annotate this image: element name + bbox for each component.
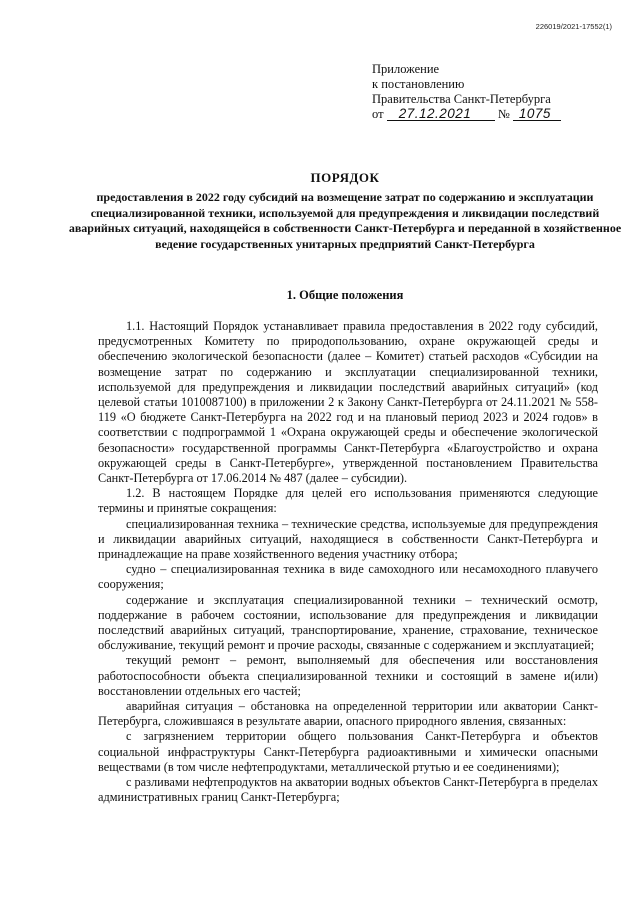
document-id: 226019/2021-17552(1) xyxy=(535,22,612,31)
title-main: ПОРЯДОК xyxy=(310,170,380,185)
paragraph: с загрязнением территории общего пользования Санкт-Петербурга и объектов социальной инфраструктуры Санкт-Петербурга радиоактивными и химически опасными веществами (в том числе нефтепродуктами, металлической ртутью и ее соединениями); xyxy=(98,729,598,774)
number-prefix: № xyxy=(497,107,510,121)
date-prefix: от xyxy=(372,107,384,121)
paragraph: 1.2. В настоящем Порядке для целей его использования применяются следующие термины и принятые сокращения: xyxy=(98,486,598,516)
handwritten-date: 27.12.2021 xyxy=(387,107,495,121)
title-subtitle: предоставления в 2022 году субсидий на возмещение затрат по содержанию и эксплуатации специализированной техники, используемой для предупреждения и ликвидации последствий аварийных ситуаций, находящейся в собственности Санкт-Петербурга и переданной в хозяйственное ведение государственных унитарных предприятий Санкт-Петербурга xyxy=(68,190,622,251)
annex-block xyxy=(372,62,561,122)
section-heading: 1. Общие положения xyxy=(286,288,404,302)
annex-line-2: к постановлению xyxy=(372,77,465,91)
handwritten-number: 1075 xyxy=(513,107,561,121)
paragraph: текущий ремонт – ремонт, выполняемый для обеспечения или восстановления работоспособности объекта специализированной техники и состоящий в замене и(или) восстановлении отдельных его частей; xyxy=(98,653,598,698)
document-body xyxy=(98,319,598,806)
paragraph: содержание и эксплуатация специализированной техники – технический осмотр, поддержание в рабочем состоянии, использование для предупреждения и ликвидации последствий аварийных ситуаций, транспортирование, хранение, страхование, техническое обслуживание, текущий ремонт и прочие расходы, связанные с содержанием и эксплуатацией; xyxy=(98,592,598,653)
annex-line-3: Правительства Санкт-Петербурга xyxy=(372,92,551,106)
paragraph: судно – специализированная техника в виде самоходного или несамоходного плавучего сооружения; xyxy=(98,562,598,592)
annex-line-1: Приложение xyxy=(372,62,440,76)
paragraph: с разливами нефтепродуктов на акватории водных объектов Санкт-Петербурга в пределах административных границ Санкт-Петербурга; xyxy=(98,775,598,805)
paragraph: специализированная техника – технические средства, используемые для предупреждения и ликвидации аварийных ситуаций, находящиеся в собственности Санкт-Петербурга и принадлежащие на праве хозяйственного ведения участнику отбора; xyxy=(98,516,598,562)
document-title xyxy=(60,170,630,252)
paragraph: 1.1. Настоящий Порядок устанавливает правила предоставления в 2022 году субсидий, предусмотренных Комитету по природопользованию, охране окружающей среды и обеспечению экологической безопасности (далее – Комитет) статьей расходов «Субсидии на возмещение затрат по содержанию и эксплуатации специализированной техники, используемой для предупреждения и ликвидации последствий аварийных ситуаций» (код целевой статьи 1010087100) в приложении 2 к Закону Санкт-Петербурга от 24.11.2021 № 558-119 «О бюджете Санкт-Петербурга на 2022 год и на плановый период 2023 и 2024 годов» в соответствии с подпрограммой 1 «Охрана окружающей среды и обеспечение экологической безопасности» государственной программы Санкт-Петербурга «Благоустройство и охрана окружающей среды в Санкт-Петербурге», утвержденной постановлением Правительства Санкт-Петербурга от 17.06.2014 № 487 (далее – субсидии). xyxy=(98,319,598,486)
paragraph: аварийная ситуация – обстановка на определенной территории или акватории Санкт-Петербурга, сложившаяся в результате аварии, опасного природного явления, связанных: xyxy=(98,699,598,729)
annex-date-line xyxy=(372,107,561,122)
